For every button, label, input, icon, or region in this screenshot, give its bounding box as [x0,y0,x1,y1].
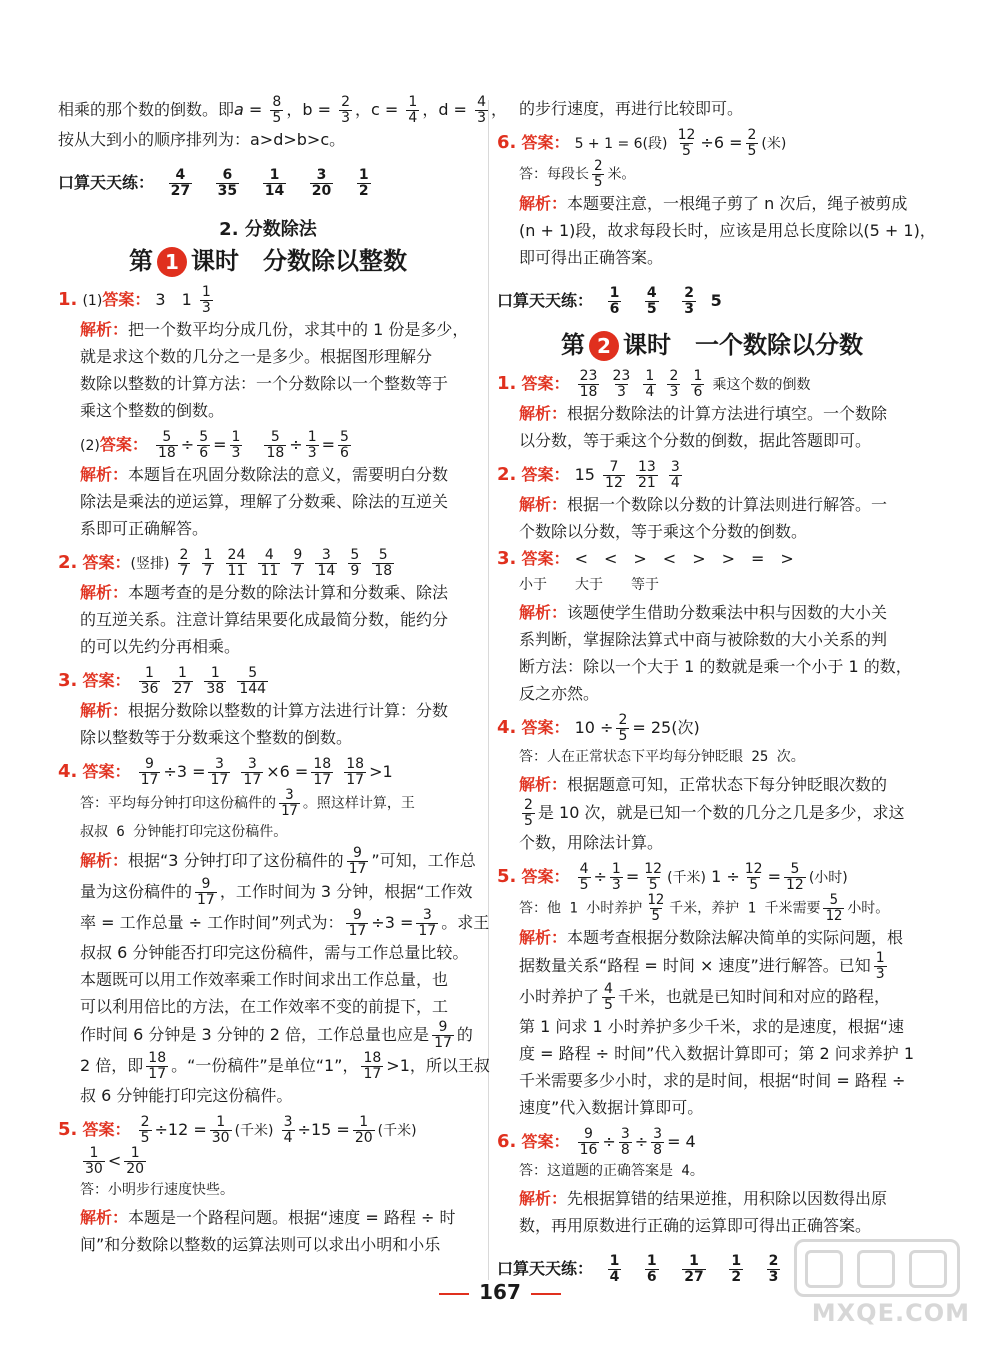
watermark-site: MXQE.COM [811,1299,970,1327]
intro-line-2: 按从大到小的顺序排列为：a>d>b>c。 [58,130,346,149]
lesson-title: 第 2 课时 一个数除以分数 [561,331,863,359]
lesson-title: 第 1 课时 分数除以整数 [129,247,407,275]
question-1-answer-1: 1. (1)答案： 3 1 $\frac{1}{3}$ [58,284,211,316]
continued-analysis: 的步行速度，再进行比较即可。 [519,99,744,118]
question-2-analysis: 解析：本题考查的是分数的除法计算和分数乘、除法 的互逆关系。注意计算结果要化成最简分数，能约分 的可以先约分再相乘。 [80,583,449,656]
lesson2-question-1-analysis: 解析：根据分数除法的计算方法进行填空。一个数除 以分数，等于乘这个分数的倒数，据此答题即可。 [519,404,888,450]
fraction: $\frac{4}{27}$ [170,167,191,199]
question-6-analysis: 答：每段长 $\frac{2}{5}$ 米。 解析：本题要注意，一根绳子剪了 n 次后，绳子被剪成 (n + 1)段，故求每段长时，应该是用总长度除以(5 + 1)， 即可得出正确答案。 [519,158,936,267]
fraction: $\frac{6}{35}$ [217,167,238,199]
watermark [790,1239,970,1327]
mental-math-drill: 口算天天练： $\frac{4}{27}$ $\frac{6}{35}$ $\frac{1}{14}$ $\frac{3}{20}$ $\frac{1}{2}$ [58,167,369,199]
question-1-analysis-1: 解析：把一个数平均分成几份，求其中的 1 份是多少， 就是求这个数的几分之一是多少。根据图形理解分 数除以整数的计算方法：一个分数除以一个整数等于 乘这个整数的倒数。 [80,320,469,420]
mental-math-drill: 口算天天练： $\frac{1}{6}$ $\frac{4}{5}$ $\frac{2}{3}$ 5 [497,285,722,317]
lesson2-question-2-analysis: 解析：根据一个数除以分数的计算法则进行解答。一 个数除以分数，等于乘这个分数的倒数。 [519,495,888,541]
fraction: $\frac{1}{4}$ [408,94,418,126]
lesson2-question-6-analysis: 答：这道题的正确答案是 4。 解析：先根据算错的结果逆推，用积除以因数得出原 数，再用原数进行正确的运算即可得出正确答案。 [519,1163,888,1235]
question-6-answer: 6. 答案： 5 + 1 = 6(段) $\frac{12}{5}$ ÷6 = $\frac{2}{5}$ (米) [497,127,787,159]
lesson2-question-4-answer: 4. 答案： 10 ÷ $\frac{2}{5}$ = 25(次) [497,712,700,744]
column-divider [488,100,489,1280]
page-number-dash [531,1293,561,1295]
fraction: $\frac{1}{3}$ [201,284,211,316]
question-4-analysis: 解析：根据“3 分钟打印了这份稿件的 $\frac{9}{17}$ ”可知，工作总 量为这份稿件的 $\frac{9}{17}$ ，工作时间为 3 分钟，根据“工作效 率 = 工作总量 ÷ 工作时间”列式为： $\frac{9}{17}$ ÷3 = $\frac{3}{17}$ 。求王 叔叔 6 分钟能否打印完这份稿件，需与工作总量比较。 本题既可以用工作效率乘工作时间求出工作总量，也 可以利用倍比的方法，在工作效率不变的前提下，工 作时间 6 分钟是 3 分钟的 2 倍，工作总量也应是 $\frac{9}{17}$ 的 2 倍，即 $\frac{18}{17}$ 。“一份稿件”是单位“1”， $\frac{18}{17}$ >1，所以王叔 叔 6 分钟能打印完这份稿件。 [80,845,490,1105]
question-2-answer: 2. 答案：(竖排) $\frac{2}{7}$ $\frac{1}{7}$ $\frac{24}{11}$ $\frac{4}{11}$ $\frac{9}{7}$ $\frac{3}{14}$ $\frac{5}{9}$ $\frac{5}{18}$ [58,547,393,579]
question-5-analysis: 答：小明步行速度快些。 解析：本题是一个路程问题。根据“速度 = 路程 ÷ 时 间”和分数除以整数的运算法则可以求出小明和小乐 [80,1182,456,1254]
intro-line-1: 相乘的那个数的倒数。即a = $\frac{8}{5}$ ，b = $\frac{2}{3}$ ，c = $\frac{1}{4}$ ，d = $\frac{4}{3}$ ， [58,94,507,126]
lesson2-question-5-answer: 5. 答案： $\frac{4}{5}$ ÷ $\frac{1}{3}$ = $\frac{12}{5}$ (千米) 1 ÷ $\frac{12}{5}$ = $\frac{5}{12}$ (小时) [497,861,848,893]
fraction: $\frac{4}{3}$ [477,94,486,126]
lesson2-question-5-analysis: 答：他 1 小时养护 $\frac{12}{5}$ 千米，养护 1 千米需要 $\frac{5}{12}$ 小时。 解析：本题考查根据分数除法解决简单的实际问题，根 据数量关系“路程 = 时间 × 速度”进行解答。已知 $\frac{1}{3}$ 小时养护了 $\frac{4}{5}$ 千米，也就是已知时间和对应的路程， 第 1 问求 1 小时养护多少千米，求的是速度，根据“速 度 = 路程 ÷ 时间”代入数据计算即可；第 2 问求养护 1 千米需要多少小时，求的是时间，根据“时间 = 路程 ÷ 速度”代入数据计算即可。 [519,892,915,1117]
question-3-analysis: 解析：根据分数除以整数的计算方法进行计算：分数 除以整数等于分数乘这个整数的倒数。 [80,701,449,747]
lesson2-question-3-analysis: 小于 大于 等于 解析：该题使学生借助分数乘法中积与因数的大小关 系判断，掌握除法算式中商与被除数的大小关系的判 断方法：除以一个大于 1 的数就是乘一个小于 1 的数， 反之亦然。 [519,577,912,703]
question-5-answer: 5. 答案： $\frac{2}{5}$ ÷12 = $\frac{1}{30}$ (千米) $\frac{3}{4}$ ÷15 = $\frac{1}{20}$ (千米) [58,1114,417,1146]
question-1-answer-2: (2)答案： $\frac{5}{18}$ ÷ $\frac{5}{6}$ = $\frac{1}{3}$ $\frac{5}{18}$ ÷ $\frac{1}{3}$ = $\frac{5}{6}$ [80,429,349,461]
question-4-answer: 4. 答案： $\frac{9}{17}$ ÷3 = $\frac{3}{17}$ $\frac{3}{17}$ ×6 = $\frac{18}{17}$ $\frac{18}{17}$ >1 [58,756,393,788]
lesson2-question-1-answer: 1. 答案： $\frac{23}{18}$ $\frac{23}{3}$ $\frac{1}{4}$ $\frac{2}{3}$ $\frac{1}{6}$ 乘这个数的倒数 [497,368,811,400]
fraction: $\frac{3}{20}$ [311,167,332,199]
lesson-number-badge: 2 [589,331,619,361]
answer-logo-icon [794,1239,960,1297]
question-5-compare: $\frac{1}{30}$ < $\frac{1}{20}$ [85,1145,145,1177]
left-column [58,94,507,1258]
lesson2-question-6-answer: 6. 答案： $\frac{9}{16}$ ÷ $\frac{3}{8}$ ÷ $\frac{3}{8}$ = 4 [497,1126,696,1158]
right-column [497,95,936,1297]
lesson2-question-2-answer: 2. 答案： 15 $\frac{7}{12}$ $\frac{13}{21}$ $\frac{3}{4}$ [497,459,680,491]
section-title: 2. 分数除法 [219,219,317,240]
mental-math-drill: 口算天天练： $\frac{1}{4}$ $\frac{1}{6}$ $\frac{1}{27}$ $\frac{1}{2}$ $\frac{2}{3}$ [497,1253,779,1285]
page-number: 167 [0,1280,1000,1304]
lesson-number-badge: 1 [157,247,187,277]
question-3-answer: 3. 答案： $\frac{1}{36}$ $\frac{1}{27}$ $\frac{1}{38}$ $\frac{5}{144}$ [58,665,267,697]
fraction: $\frac{1}{14}$ [264,167,285,199]
page-number-dash [439,1293,469,1295]
question-4-reply: 答：平均每分钟打印这份稿件的 $\frac{3}{17}$ 。照这样计算，王 叔叔 6 分钟能打印完这份稿件。 [80,787,415,840]
fraction: $\frac{1}{2}$ [358,167,369,199]
lesson2-question-4-analysis: 答：人在正常状态下平均每分钟眨眼 25 次。 解析：根据题意可知，正常状态下每分钟眨眼次数的 $\frac{2}{5}$ 是 10 次，就是已知一个数的几分之几是多少，求这 个数，用除法计算。 [519,749,905,852]
fraction: $\frac{2}{3}$ [341,94,350,126]
fraction: $\frac{8}{5}$ [272,94,282,126]
lesson2-question-3-answer: 3. 答案： < < > < > > = > [497,548,794,569]
question-1-analysis-2: 解析：本题旨在巩固分数除法的意义，需要明白分数 除法是乘法的逆运算，理解了分数乘、除法的互逆关 系即可正确解答。 [80,465,449,538]
